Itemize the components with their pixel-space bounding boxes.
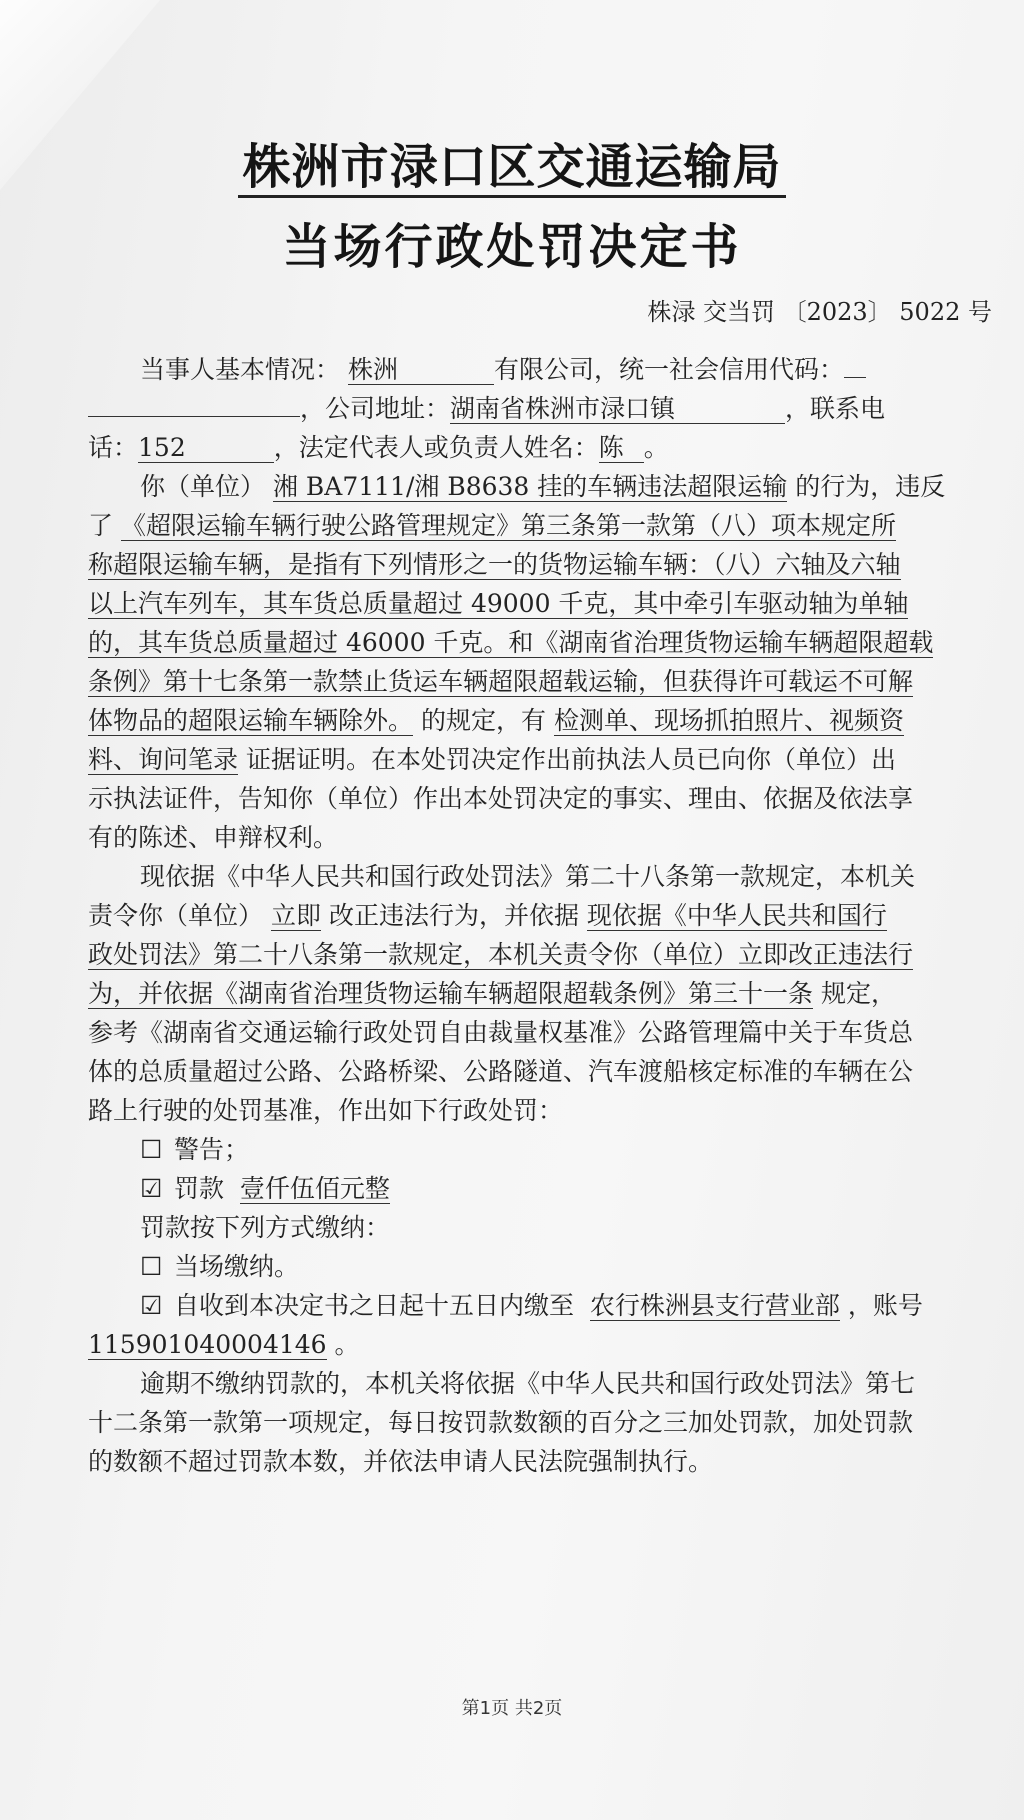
facts-line-7: 体物品的超限运输车辆除外。 的规定，有 检测单、现场抓拍照片、视频资 (88, 706, 904, 735)
facts-line-3: 称超限运输车辆，是指有下列情形之一的货物运输车辆：（八）六轴及六轴 (88, 550, 901, 579)
payment-intro: 罚款按下列方式缴纳： (140, 1213, 391, 1242)
credit-code-field (88, 390, 300, 417)
payment-bank: ☑ 自收到本决定书之日起十五日内缴至 农行株洲县支行营业部 ，账号 (88, 1286, 996, 1325)
party-line-3: 话：152 ，法定代表人或负责人姓名：陈 。 (88, 433, 669, 462)
party-name-field: 株洲 (348, 355, 494, 385)
address-field: 湖南省株洲市渌口镇 (450, 394, 785, 424)
payment-account: 115901040004146 。 (88, 1330, 360, 1359)
decision-line-5: 参考《湖南省交通运输行政处罚自由裁量权基准》公路管理篇中关于车货总 (88, 1018, 914, 1047)
bank-name: 农行株洲县支行营业部 (589, 1291, 840, 1320)
fine-checkbox: ☑ (140, 1174, 163, 1203)
document-body (88, 350, 996, 1481)
penalty-warning: ☐ 警告； (88, 1130, 996, 1169)
facts-line-2: 了 《超限运输车辆行驶公路管理规定》第三条第一款第（八）项本规定所 (88, 511, 896, 540)
vehicle-field: 湘 BA7111/湘 B8638 挂的车辆违法超限运输 (272, 472, 788, 501)
facts-line-8: 料、询问笔录 证据证明。在本处罚决定作出前执法人员已向你（单位）出 (88, 745, 896, 774)
overdue-line-2: 十二条第一款第一项规定，每日按罚款数额的百分之三加处罚款，加处罚款 (88, 1408, 914, 1437)
payment-onsite: ☐ 当场缴纳。 (88, 1247, 996, 1286)
page-number: 第1页 共2页 (461, 1698, 563, 1719)
bank-checkbox: ☑ (140, 1291, 163, 1320)
document-number: 株渌 交当罚 〔2023〕 5022 号 (647, 298, 992, 326)
decision-line-2: 责令你（单位） 立即 改正违法行为，并依据 现依据《中华人民共和国行 (88, 901, 887, 930)
decision-line-7: 路上行驶的处罚基准，作出如下行政处罚： (88, 1096, 564, 1125)
onsite-checkbox: ☐ (140, 1252, 163, 1281)
overdue-line-3: 的数额不超过罚款本数，并依法申请人民法院强制执行。 (88, 1447, 714, 1476)
facts-line-4: 以上汽车列车，其车货总质量超过 49000 千克，其中牵引车驱动轴为单轴 (88, 589, 909, 618)
overdue-line-1: 逾期不缴纳罚款的，本机关将依据《中华人民共和国行政处罚法》第七 (140, 1369, 916, 1398)
decision-line-1: 现依据《中华人民共和国行政处罚法》第二十八条第一款规定，本机关 (140, 862, 916, 891)
facts-line-1: 你（单位） 湘 BA7111/湘 B8638 挂的车辆违法超限运输 的行为，违反 (140, 472, 946, 501)
penalty-fine: ☑ 罚款 壹仟伍佰元整 (88, 1169, 996, 1208)
decision-line-6: 体的总质量超过公路、公路桥梁、公路隧道、汽车渡船核定标准的车辆在公 (88, 1057, 914, 1086)
facts-line-9: 示执法证件，告知你（单位）作出本处罚决定的事实、理由、依据及依法享 (88, 784, 914, 813)
party-line-1: 当事人基本情况： 株洲 有限公司，统一社会信用代码： (88, 350, 996, 389)
phone-field: 152 (138, 433, 274, 463)
account-number: 115901040004146 (88, 1330, 327, 1359)
facts-line-5: 的，其车货总质量超过 46000 千克。和《湖南省治理货物运输车辆超限超载 (88, 628, 934, 657)
decision-line-4: 为，并依据《湖南省治理货物运输车辆超限超载条例》第三十一条 规定， (88, 979, 896, 1008)
facts-line-6: 条例》第十七条第一款禁止货运车辆超限超载运输，但获得许可载运不可解 (88, 667, 914, 696)
title-line-1: 株洲市渌口区交通运输局 (0, 128, 1024, 197)
party-line-2: ，公司地址：湖南省株洲市渌口镇 ，联系电 (88, 389, 996, 428)
fine-amount: 壹仟伍佰元整 (239, 1174, 390, 1203)
representative-field: 陈 (599, 433, 644, 463)
title-line-2: 当场行政处罚决定书 (282, 219, 742, 275)
decision-line-3: 政处罚法》第二十八条第一款规定，本机关责令你（单位）立即改正违法行 (88, 940, 914, 969)
warning-checkbox: ☐ (140, 1135, 163, 1164)
facts-line-10: 有的陈述、申辩权利。 (88, 823, 339, 852)
